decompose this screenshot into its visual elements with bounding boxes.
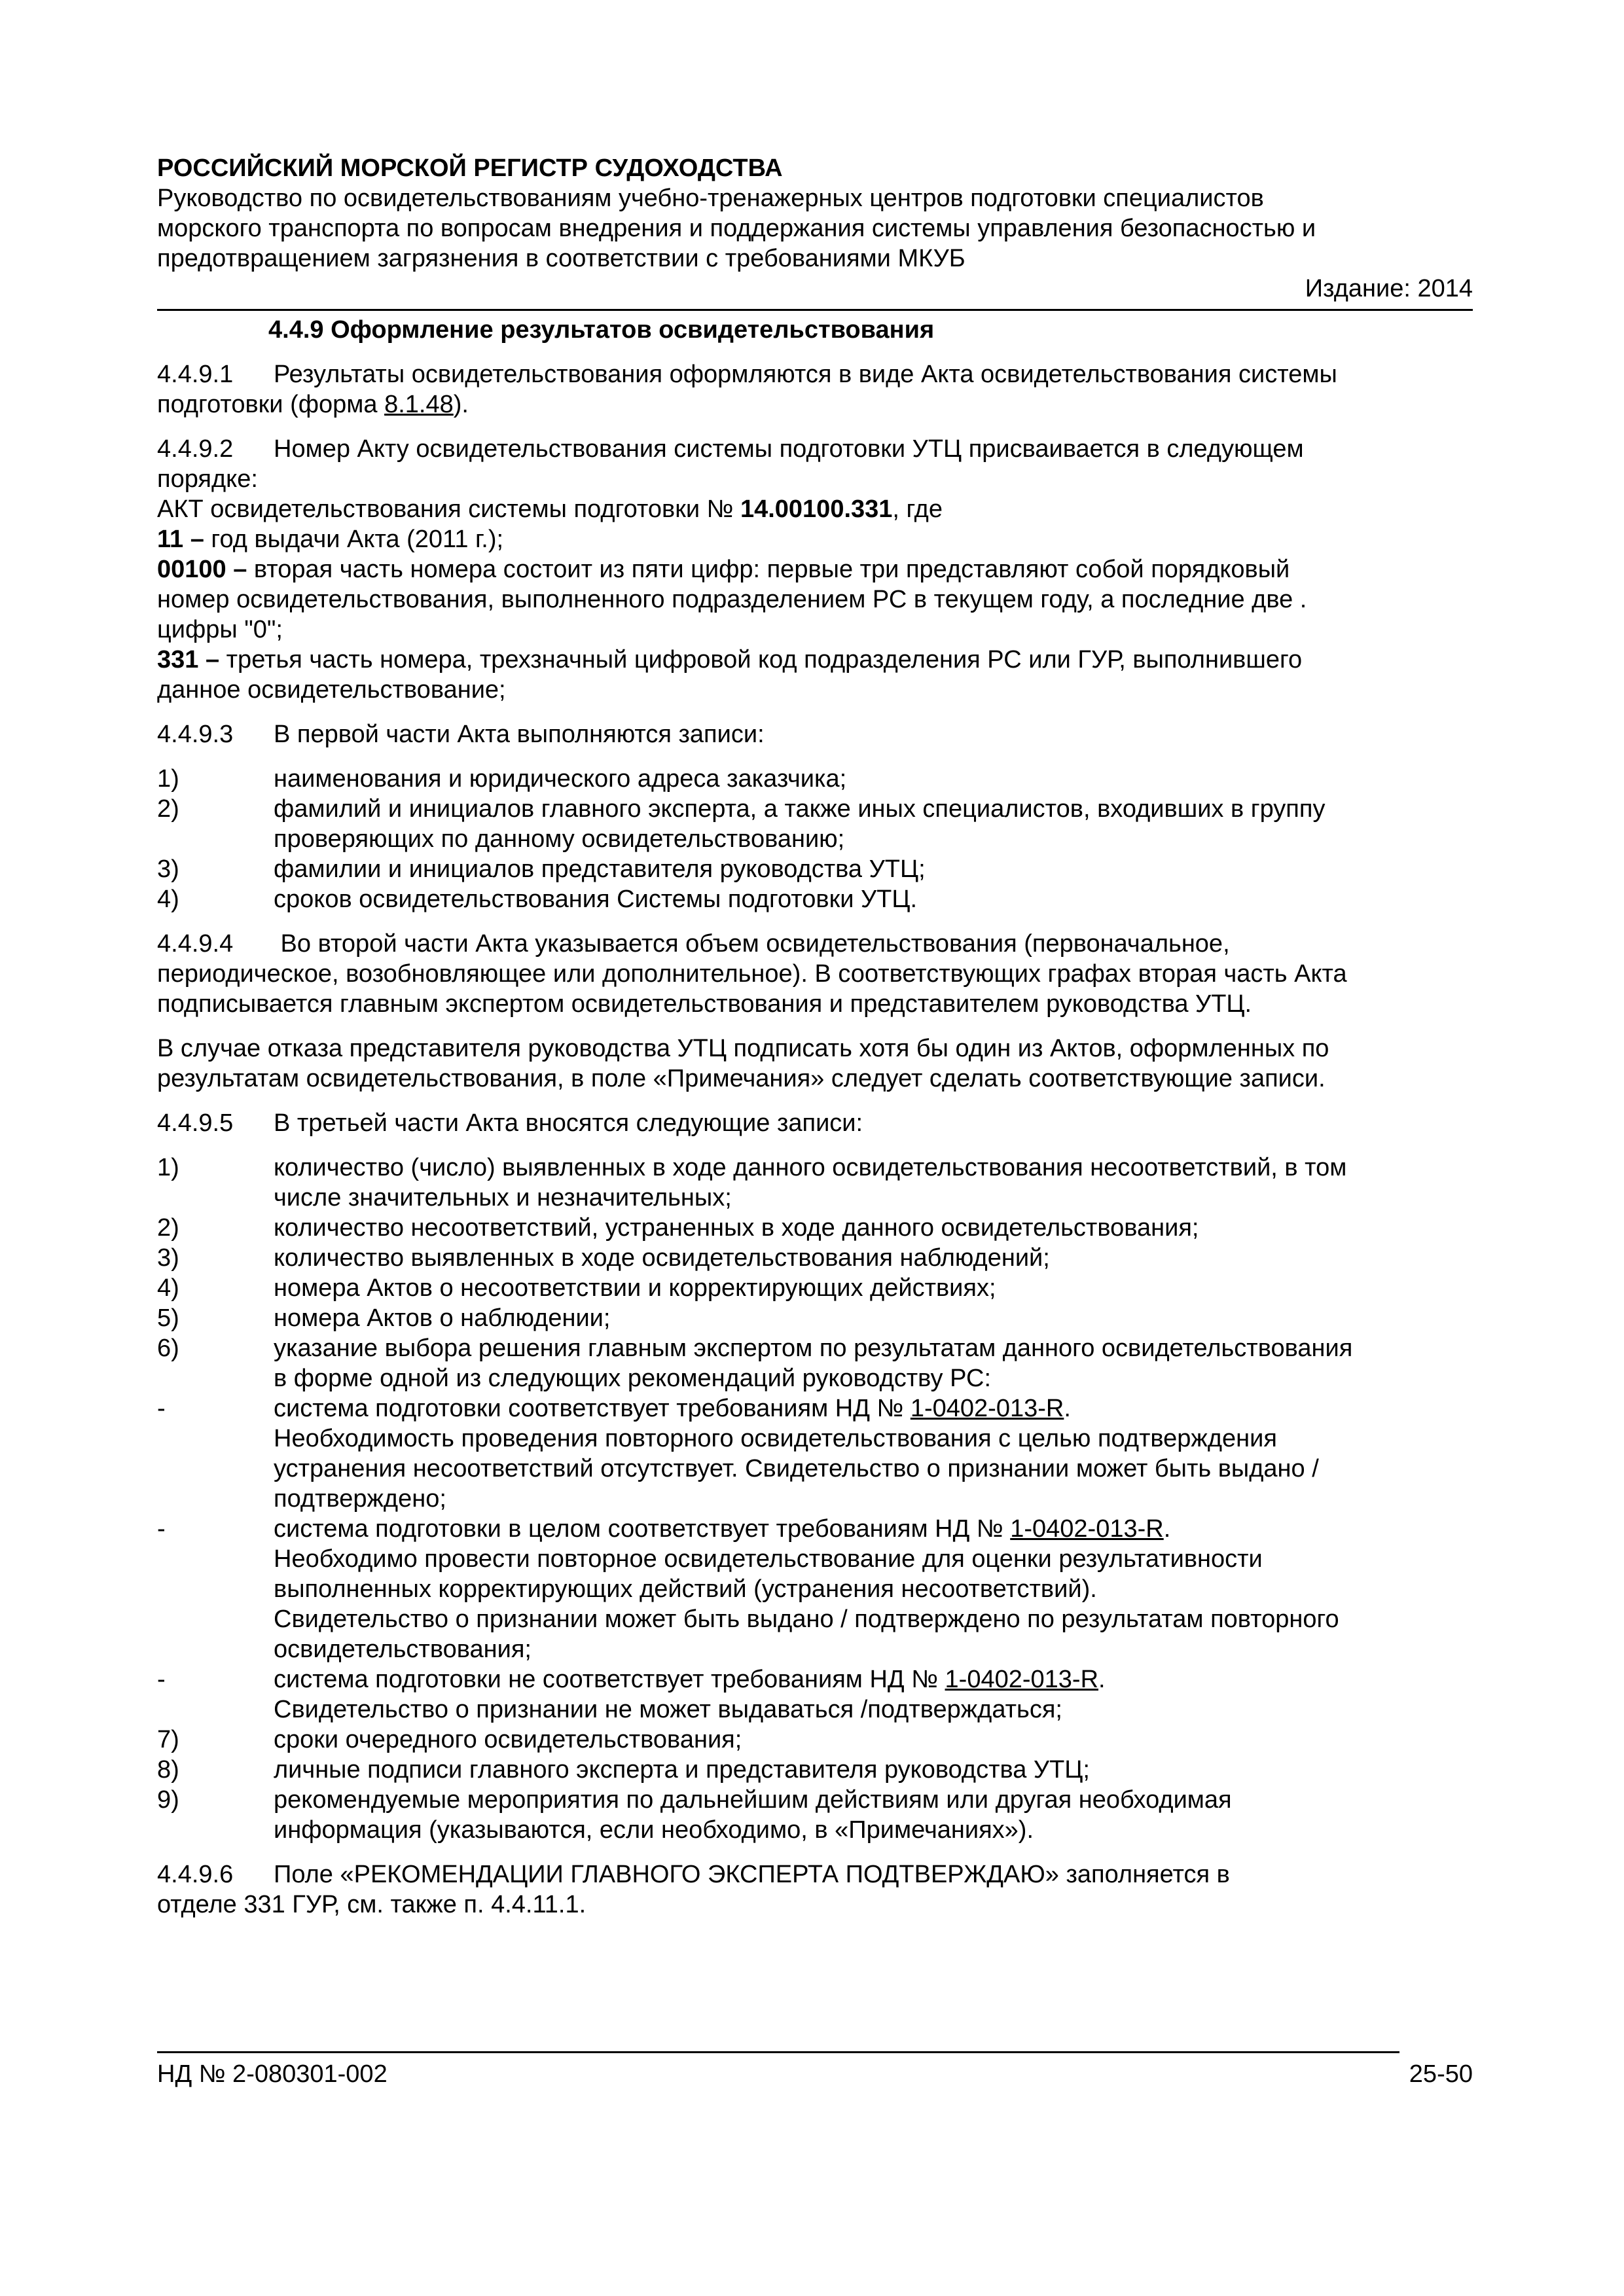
list-marker: 2): [157, 795, 179, 823]
list-marker: 6): [157, 1335, 179, 1362]
list-item: [157, 1153, 1473, 1213]
paragraph-text: подготовки (форма: [157, 391, 385, 418]
list-item-recommendation-2: [157, 1514, 1473, 1664]
list-item: [157, 794, 1473, 854]
serial-code: 00100 –: [157, 556, 247, 583]
organization-name: РОССИЙСКИЙ МОРСКОЙ РЕГИСТР СУДОХОДСТВА: [157, 154, 783, 182]
list-marker: 3): [157, 855, 179, 883]
list-marker: -: [157, 1395, 166, 1422]
list-item-recommendation-3: [157, 1664, 1473, 1725]
footer-divider: [157, 2051, 1399, 2053]
paragraph-text: результатам освидетельствования, в поле «Примечания» следует сделать соответствующие записи.: [157, 1065, 1326, 1092]
paragraph-text: Номер Акту освидетельствования системы подготовки УТЦ присваивается в следующем: [274, 435, 1304, 463]
paragraph-text: АКТ освидетельствования системы подготовки №: [157, 495, 740, 523]
paragraph-text: Поле «РЕКОМЕНДАЦИИ ГЛАВНОГО ЭКСПЕРТА ПОДТВЕРЖДАЮ» заполняется в: [274, 1861, 1230, 1888]
paragraph-number: 4.4.9.6: [157, 1861, 234, 1888]
paragraph-4-4-9-1: [157, 359, 1473, 420]
list-item: [157, 1213, 1473, 1243]
paragraph-text: периодическое, возобновляющее или дополнительное). В соответствующих графах вторая часть Акта: [157, 960, 1347, 988]
list-text: фамилий и инициалов главного эксперта, а также иных специалистов, входивших в группу проверяющих по данному освидетельствованию;: [274, 795, 1326, 853]
paragraph-4-4-9-5: [157, 1108, 1473, 1138]
paragraph-refusal-note: [157, 1033, 1473, 1094]
document-page: [157, 153, 1473, 1920]
paragraph-text: третья часть номера, трехзначный цифровой код подразделения РС или ГУР, выполнившего: [219, 646, 1303, 673]
paragraph-4-4-9-4: [157, 929, 1473, 1019]
section-title: 4.4.9 Оформление результатов освидетельствования: [268, 316, 935, 344]
list-item: [157, 1333, 1473, 1393]
paragraph-text: данное освидетельствование;: [157, 676, 506, 704]
list-marker: 2): [157, 1214, 179, 1242]
list-item: [157, 764, 1473, 794]
paragraph-number: 4.4.9.4: [157, 930, 234, 958]
list-text: наименования и юридического адреса заказчика;: [274, 765, 847, 793]
list-text: сроки очередного освидетельствования;: [274, 1726, 742, 1753]
nd-link[interactable]: 1-0402-013-R: [945, 1666, 1099, 1693]
list-marker: 5): [157, 1304, 179, 1332]
paragraph-text: номер освидетельствования, выполненного подразделением РС в текущем году, а последние две .: [157, 586, 1307, 613]
list-marker: 9): [157, 1786, 179, 1814]
list-item: [157, 1725, 1473, 1755]
list-text: количество (число) выявленных в ходе данного освидетельствования несоответствий, в том числе значительных и незначительных;: [274, 1154, 1347, 1211]
paragraph-text: подписывается главным экспертом освидетельствования и представителем руководства УТЦ.: [157, 990, 1252, 1018]
list-text: номера Актов о наблюдении;: [274, 1304, 611, 1332]
form-link[interactable]: 8.1.48: [384, 391, 454, 418]
list-text: фамилии и инициалов представителя руководства УТЦ;: [274, 855, 926, 883]
paragraph-text: В случае отказа представителя руководства УТЦ подписать хотя бы один из Актов, оформленных по: [157, 1035, 1329, 1062]
list-text: личные подписи главного эксперта и представителя руководства УТЦ;: [274, 1756, 1090, 1784]
list-marker: 7): [157, 1726, 179, 1753]
list-marker: 3): [157, 1244, 179, 1272]
list-item-recommendation-1: [157, 1393, 1473, 1514]
paragraph-text: В третьей части Акта вносятся следующие записи:: [274, 1109, 863, 1137]
year-code: 11 –: [157, 526, 204, 553]
list-item: [157, 1243, 1473, 1273]
list-marker: 4): [157, 1274, 179, 1302]
list-text: указание выбора решения главным экспертом по результатам данного освидетельствования в форме одной из следующих рекомендаций руководству РС:: [274, 1335, 1353, 1392]
paragraph-text: ).: [453, 391, 469, 418]
list-marker: 1): [157, 1154, 179, 1181]
paragraph-text: , где: [892, 495, 943, 523]
nd-link[interactable]: 1-0402-013-R: [910, 1395, 1064, 1422]
document-subtitle-line-3: предотвращением загрязнения в соответствии с требованиями МКУБ: [157, 245, 965, 272]
paragraph-text: Результаты освидетельствования оформляются в виде Акта освидетельствования системы: [274, 361, 1337, 388]
list-marker: 1): [157, 765, 179, 793]
act-number: 14.00100.331: [740, 495, 893, 523]
list-item: [157, 1755, 1473, 1785]
list-marker: -: [157, 1515, 166, 1543]
list-text: номера Актов о несоответствии и корректирующих действиях;: [274, 1274, 996, 1302]
paragraph-text: вторая часть номера состоит из пяти цифр: первые три представляют собой порядковый: [247, 556, 1290, 583]
paragraph-number: 4.4.9.1: [157, 361, 234, 388]
list-item: [157, 1303, 1473, 1333]
paragraph-text: В первой части Акта выполняются записи:: [274, 721, 765, 748]
paragraph-text: цифры "0";: [157, 616, 283, 643]
list-text: система подготовки не соответствует требованиям НД № 1-0402-013-R. Свидетельство о признании не может выдаваться /подтверждаться;: [274, 1666, 1106, 1723]
paragraph-number: 4.4.9.2: [157, 435, 234, 463]
paragraph-number: 4.4.9.5: [157, 1109, 234, 1137]
paragraph-number: 4.4.9.3: [157, 721, 234, 748]
list-text: количество несоответствий, устраненных в ходе данного освидетельствования;: [274, 1214, 1199, 1242]
list-marker: 8): [157, 1756, 179, 1784]
list-item: [157, 884, 1473, 914]
list-text: сроков освидетельствования Системы подготовки УТЦ.: [274, 886, 918, 913]
document-subtitle-line-1: Руководство по освидетельствованиям учебно-тренажерных центров подготовки специалистов: [157, 185, 1264, 212]
list-item: [157, 1785, 1473, 1845]
document-number: НД № 2-080301-002: [157, 2060, 388, 2088]
list-text: рекомендуемые мероприятия по дальнейшим действиям или другая необходимая информация (указываются, если необходимо, в «Примечаниях»).: [274, 1786, 1232, 1844]
header-divider: [157, 309, 1473, 311]
list-marker: 4): [157, 886, 179, 913]
list-item: [157, 854, 1473, 884]
paragraph-4-4-9-6: [157, 1859, 1473, 1920]
paragraph-text: порядке:: [157, 465, 258, 493]
paragraph-text: Во второй части Акта указывается объем освидетельствования (первоначальное,: [274, 930, 1230, 958]
nd-link[interactable]: 1-0402-013-R: [1010, 1515, 1164, 1543]
page-number: 25-50: [1409, 2060, 1473, 2088]
paragraph-text: отделе 331 ГУР, см. также п. 4.4.11.1.: [157, 1891, 586, 1918]
list-item: [157, 1273, 1473, 1303]
edition-label: Издание: 2014: [1305, 275, 1473, 302]
paragraph-text: год выдачи Акта (2011 г.);: [204, 526, 504, 553]
list-text: система подготовки в целом соответствует требованиям НД № 1-0402-013-R. Необходимо провести повторное освидетельствование для оценки результативности выполненных корректирующих действий (устранения несоответствий). Свидетельство о признании может быть выдано / подтверждено по результатам повторного освидетельствования;: [274, 1515, 1339, 1663]
list-text: система подготовки соответствует требованиям НД № 1-0402-013-R. Необходимость проведения повторного освидетельствования с целью подтверждения устранения несоответствий отсутствует. Свидетельство о признании может быть выдано / подтверждено;: [274, 1395, 1319, 1513]
list-marker: -: [157, 1666, 166, 1693]
division-code: 331 –: [157, 646, 220, 673]
document-subtitle-line-2: морского транспорта по вопросам внедрения и поддержания системы управления безопасностью и: [157, 215, 1316, 242]
paragraph-4-4-9-3: [157, 719, 1473, 749]
paragraph-4-4-9-2: [157, 434, 1473, 705]
first-part-list: [157, 764, 1473, 914]
third-part-list: [157, 1153, 1473, 1845]
list-text: количество выявленных в ходе освидетельствования наблюдений;: [274, 1244, 1050, 1272]
